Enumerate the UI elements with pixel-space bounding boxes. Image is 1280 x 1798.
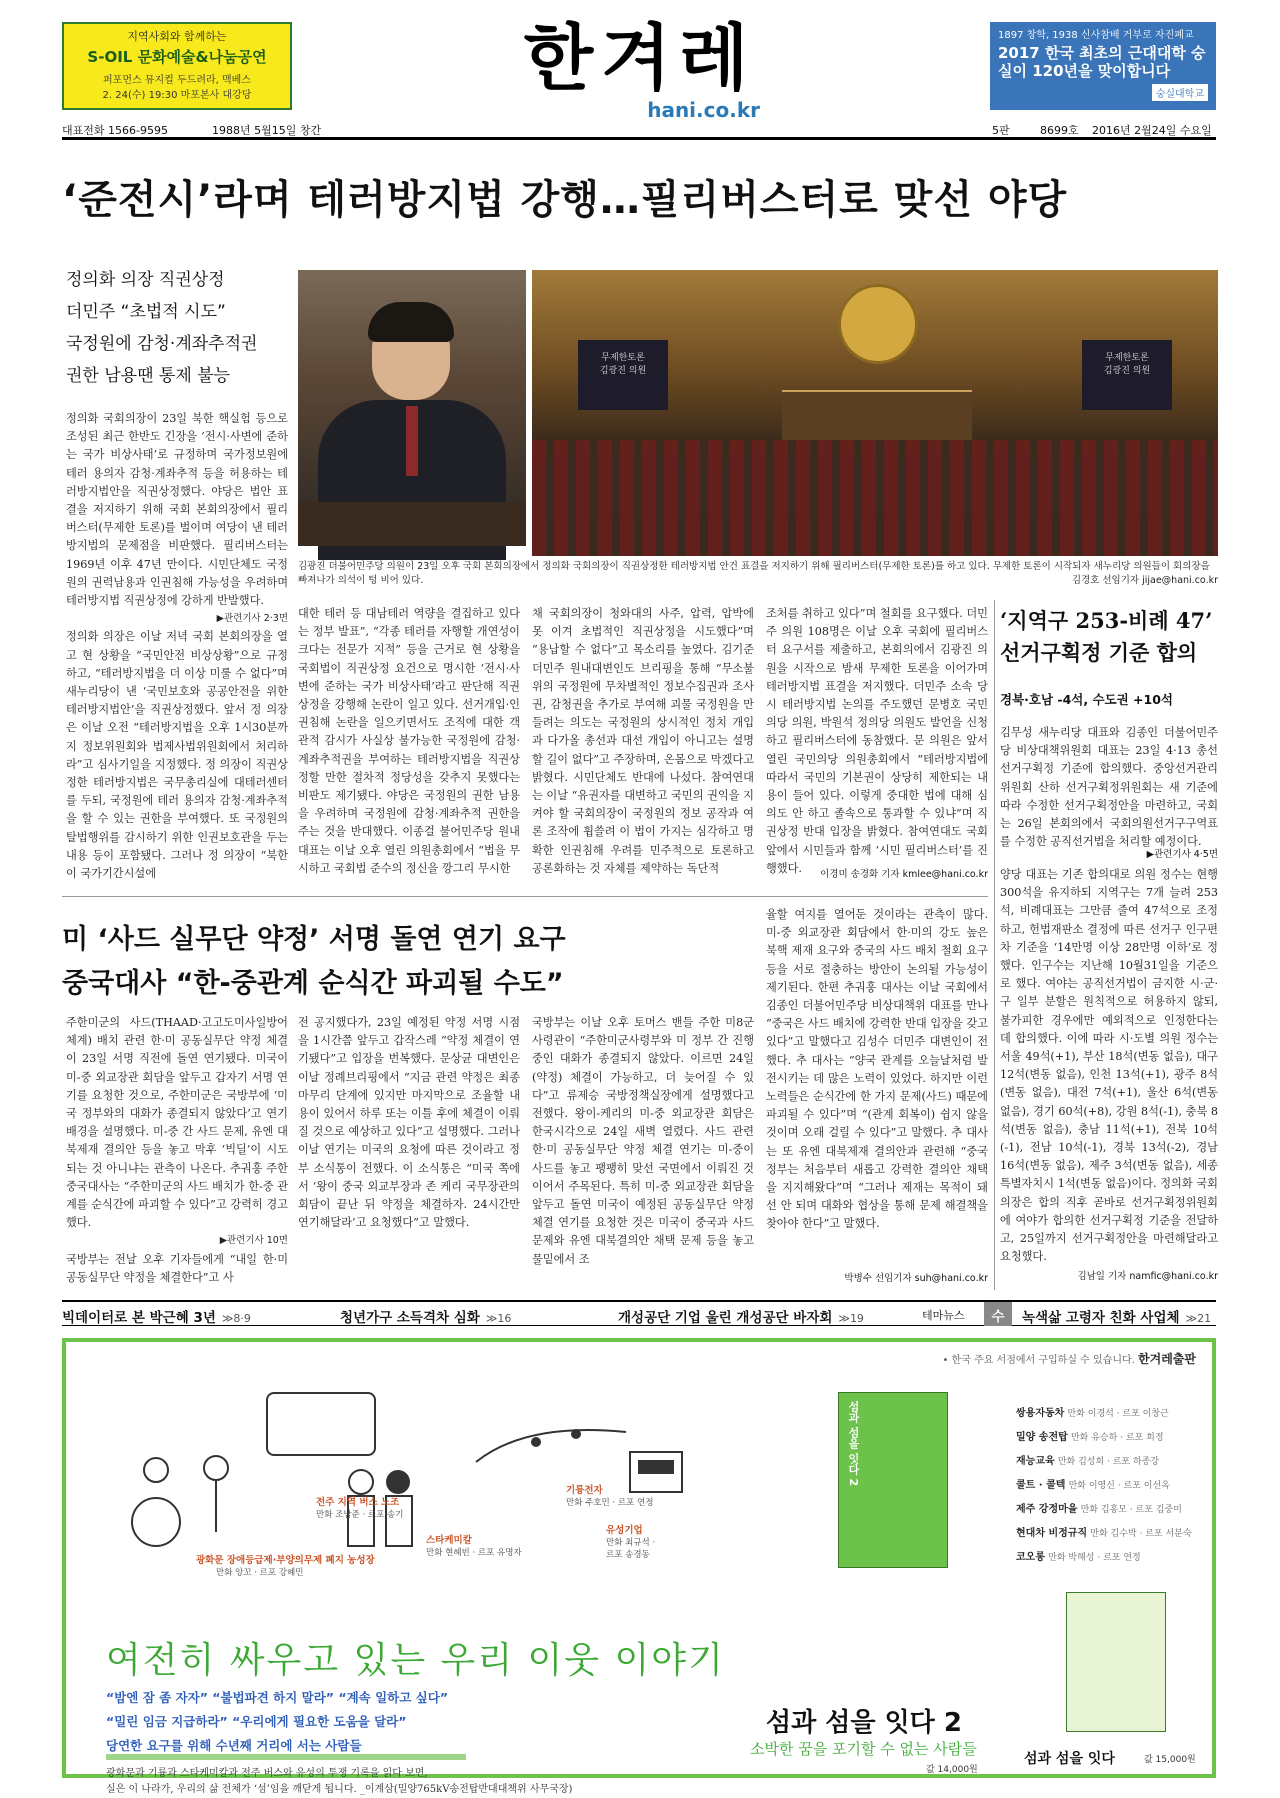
site-url[interactable]: hani.co.kr xyxy=(647,98,760,122)
book-title-vol1[interactable]: 섬과 섬을 잇다 xyxy=(1024,1751,1115,1767)
paragraph: 채 국회의장이 청와대의 사주, 압력, 압박에 못 이겨 초법적인 직권상정을 시도했다”며 “용납할 수 없다”고 목소리를 높였다. 김기준 더민주 원내대변인도 브리핑을 통해 “무소불위의 국정원에 무차별적인 정보수집권과 조사권, 감청권을 추가로 부여해 괴물 국정원을 만들려는 의도는 국정원의 상시적인 정치 개입과 다가올 총선과 대선 개입이 아니고는 설명할 길이 없다”고 주장하며, 온몸으로 막겠다고 밝혔다. 시민단체도 반대에 나섰다. 참여연대는 이날 “유권자를 대변하고 국민의 권익을 지켜야 할 국회의장이 국정원의 정보 공작과 여론 조작에 휩쓸려 이 법이 가지는 심각하고 명확한 인권침해 우려를 민주적으로 토론하고 공론화하는 것 자체를 제약하는 독단적 xyxy=(532,607,754,875)
teaser-page: ≫8·9 xyxy=(221,1312,251,1325)
list-item-credit: 만화 박해성 · 르포 연정 xyxy=(1048,1553,1141,1563)
paragraph: 정의화 국회의장이 23일 북한 핵실험 등으로 조성된 최근 한반도 긴장을 ‘전시·사변에 준하는 국가 비상사태’로 규정하며 국가정보원에 테러 용의자 감청·계좌추적 등을 허용하는 테러방지법안을 직권상정했다. 야당은 법안 표결을 저지하기 위해 국회 본회의장에서 필리버스터(무제한 토론)를 벌이며 여당이 낸 테러방지법의 문제점을 비판했다. 필리버스터는 1969년 이후 47년 만이다. 시민단체도 국정원의 권력남용과 인권침해 가능성을 우려하며 테러방지법 직권상정에 강하게 반발했다. xyxy=(66,412,288,608)
screen-text: 무제한토론 xyxy=(601,353,645,363)
side-column-2 xyxy=(1000,866,1218,1264)
filibuster-screen xyxy=(1082,340,1172,410)
illus-label: 전주 지역 버스 노조 xyxy=(316,1497,400,1508)
ad-logo-text: 숭실대학교 xyxy=(1152,84,1208,101)
newspaper-logo[interactable] xyxy=(480,18,800,122)
screen-text: 김광진 의원 xyxy=(599,366,647,376)
side-column-1 xyxy=(1000,724,1218,849)
paragraph: 대한 테러 등 대남테러 역량을 결집하고 있다는 정부 발표”, “각종 테러를 자행할 개연성이 크다는 전문가 지적” 등을 근거로 현 상황을 국회법이 직권상정 요건으로 명시한 ‘전시·사변에 준하는 국가 비상사태’라고 판단해 직권상정을 강행해 논란이 일고 있다. 선거개입·인권침해 논란을 일으키면서도 조직에 대한 객관적 감시가 사실상 불가능한 국정원에 감청·계좌추적권을 부여하는 테러방지법을 직권상정할 만한 절차적 정당성을 갖추지 못했다는 비판도 제기됐다. 야당은 국정원의 권한 남용을 우려하며 국정원에 감청·계좌추적 권한을 주는 것을 반대했다. 이종걸 불어민주당 원내대표는 이날 오후 열린 의원총회에서 “법을 무시하고 국회법 준수의 정신을 깡그리 무시한 xyxy=(298,607,520,875)
lead-subheads xyxy=(66,264,286,392)
teaser-label: 개성공단 기업 울린 개성공단 바자회 xyxy=(618,1310,833,1326)
quote-underline xyxy=(106,1754,466,1760)
paragraph: 국방부는 전날 오후 기자들에게 “내일 한·미 공동실무단 약정을 체결한다”고 사 xyxy=(66,1252,288,1284)
book-price-vol2: 값 14,000원 xyxy=(926,1765,978,1775)
second-column-2 xyxy=(298,1014,520,1284)
book-price-vol1: 값 15,000원 xyxy=(1144,1755,1196,1765)
rostrum xyxy=(782,390,972,440)
subhead: 권한 남용땐 통제 불능 xyxy=(66,366,231,386)
lead-photo-assembly-hall[interactable] xyxy=(532,270,1218,556)
list-item-title: 재능교육 xyxy=(1016,1456,1055,1467)
lead-headline[interactable]: ‘준전시’라며 테러방지법 강행…필리버스터로 맞선 야당 xyxy=(62,177,1068,223)
publisher-note: • 한국 주요 서점에서 구입하실 수 있습니다. xyxy=(942,1355,1135,1366)
ad-illustration xyxy=(106,1382,666,1592)
list-item-credit: 만화 김성희 · 르포 하종강 xyxy=(1057,1457,1160,1467)
paragraph: 전 공지했다가, 23일 예정된 약정 서명 시점을 1시간쯤 앞두고 갑작스레 “약정 체결이 연기됐다”고 입장을 번복했다. 문상균 대변인은 이날 정례브리핑에서 “지금 관련 약정은 최종 마무리 단계에 있지만 마지막으로 조율할 내용이 있어서 하루 또는 이틀 후에 체결이 이뤄질 것으로 예상하고 있다”고 설명했다. 그러나 이날 연기는 미국의 요청에 따른 것이라고 정부 소식통이 전했다. 이 소식통은 “미국 쪽에서 ‘왕이 중국 외교부장과 존 케리 국무장관의 회담이 끝난 뒤 약정을 체결하자. 24시간만 연기해달라’고 요청했다”고 말했다. xyxy=(298,1016,520,1230)
pen-illustration xyxy=(466,1412,636,1482)
teaser-item[interactable] xyxy=(340,1306,511,1326)
publisher-name: 한겨레출판 xyxy=(1138,1352,1196,1366)
teaser-item[interactable] xyxy=(62,1306,251,1326)
paragraph: 김무성 새누리당 대표와 김종인 더불어민주당 비상대책위원회 대표는 23일 4·13 총선 선거구획정 기준에 합의했다. 중앙선거관리위원회 산하 선거구획정위원회는 새 기준에 따라 수정한 선거구획정안을 마련하고, 국회는 26일 본회의에서 국회의원선거구구역표를 수정한 공직선거법을 처리할 예정이다. xyxy=(1000,726,1218,849)
photo-figure xyxy=(368,302,454,342)
logo-text: 한겨레 xyxy=(523,16,757,100)
theme-news-tag: 테마뉴스 xyxy=(922,1309,965,1322)
book-cover-vol2[interactable] xyxy=(838,1392,948,1568)
second-column-1 xyxy=(66,1014,288,1284)
list-item-credit: 만화 이경석 · 르포 이창근 xyxy=(1067,1409,1169,1419)
headline-line: 중국대사 “한-중관계 순식간 파괴될 수도” xyxy=(62,968,564,999)
second-byline: 박병수 선임기자 suh@hani.co.kr xyxy=(844,1273,988,1284)
edition: 5판 xyxy=(992,124,1010,137)
teaser-label: 빅데이터로 본 박근혜 3년 xyxy=(62,1310,216,1326)
paragraph: 국방부는 이날 오후 토머스 밴들 주한 미8군 사령관이 “주한미군사령부와 미 정부 간 진행 중인 대화가 종결되지 않았다. 이르면 24일 (약정) 체결이 가능하고, 더 늦어질 수 있다”고 류제승 국방정책실장에게 설명했다고 전했다. 왕이-케리의 미-중 외교장관 회담은 한국시각으로 24일 새벽 열렸다. 사드 관련 한·미 공동실무단 약정 체결 연기는 미-중이 사드를 놓고 팽팽히 맞선 국면에서 이뤄진 것이어서 주목된다. 특히 미-중 외교장관 회담을 앞두고 돌연 미국이 예정된 공동실무단 약정 체결 연기를 요청한 것은 미국이 중국과 사드 문제와 유엔 대북결의안 채택 문제 등을 놓고 물밑에서 조 xyxy=(532,1016,754,1266)
column-divider xyxy=(994,600,995,1290)
list-item-title: 코오롱 xyxy=(1016,1552,1045,1563)
headline-line: 미 ‘사드 실무단 약정’ 서명 돌연 연기 요구 xyxy=(62,924,566,955)
side-byline: 김남일 기자 namfic@hani.co.kr xyxy=(1077,1271,1218,1282)
filibuster-screen xyxy=(578,340,668,410)
illus-label: 기륭전자 xyxy=(566,1485,603,1496)
section-divider xyxy=(62,896,988,897)
book-spine-title: 섬과 섬을 잇다 2 xyxy=(847,1401,860,1487)
ad-quote: 당연한 요구를 위해 수년째 거리에 서는 사람들 xyxy=(106,1738,362,1753)
second-column-3 xyxy=(532,1014,754,1284)
book-advertisement[interactable] xyxy=(62,1338,1216,1795)
subhead: 국정원에 감청·계좌추적권 xyxy=(66,334,258,354)
issue-date: 2016년 2월24일 수요일 xyxy=(1092,124,1212,137)
lead-column-1 xyxy=(66,410,288,880)
teaser-page: ≫16 xyxy=(485,1312,512,1325)
photo-figure xyxy=(406,406,418,476)
ad-headline: 여전히 싸우고 있는 우리 이웃 이야기 xyxy=(106,1640,725,1681)
subhead: 더민주 “초법적 시도” xyxy=(66,302,226,322)
illus-credit: 만화 최규석 · 르포 송경동 xyxy=(606,1538,656,1560)
list-item-credit: 만화 이영신 · 르포 이선옥 xyxy=(1068,1481,1170,1491)
teaser-label: 청년가구 소득격차 심화 xyxy=(340,1310,480,1326)
masthead-info-bar xyxy=(62,120,1216,140)
list-item xyxy=(1016,1426,1206,1450)
illus-credit: 만화 조남준 · 르포 송기 xyxy=(316,1510,404,1520)
ad-line: S-OIL 문화예술&나눔공연 xyxy=(87,48,267,66)
photo-podium xyxy=(298,502,526,546)
assembly-seats xyxy=(532,440,1218,556)
paragraph: 정의화 의장은 이날 저녁 국회 본회의장을 열고 현 상황을 “국민안전 비상상황”으로 규정하고, “테러방지법을 더 이상 미룰 수 없다”며 새누리당이 낸 ‘국민보호와 공공안전을 위한 테러방지법안’을 직권상정했다. 앞서 정 의장은 이날 오전 “테러방지법을 오후 1시30분까지 정보위원회와 법제사법위원회에서 처리하라”고 심사기일을 지정했다. 정 의장이 직권상정한 테러방지법은 국무총리실에 대테러센터를 두되, 국정원에 테러 용의자 감청·계좌추적을 할 수 있는 권한을 부여했다. 또 국정원의 탈법행위를 감시하기 위한 인권보호관을 두는 내용 등이 포함됐다. xyxy=(66,630,288,862)
teaser-page: ≫21 xyxy=(1185,1312,1212,1325)
desc-line: 광화문과 기륭과 스타케미칼과 전주 버스와 유성의 투쟁 기록을 읽다 보면, xyxy=(106,1768,428,1779)
lead-byline: 이경미 송경화 기자 kmlee@hani.co.kr xyxy=(820,869,988,880)
theme-day-box: 수 xyxy=(984,1302,1012,1326)
photo-credit: 김경호 선임기자 jijae@hani.co.kr xyxy=(1071,575,1218,586)
book-cover-vol1[interactable] xyxy=(1066,1592,1166,1732)
teaser-item[interactable] xyxy=(618,1306,864,1326)
screen-text: 무제한토론 xyxy=(1105,353,1149,363)
list-item xyxy=(1016,1450,1206,1474)
paragraph: 주한미군의 사드(THAAD·고고도미사일방어체계) 배치 관련 한·미 공동실무단 약정 체결이 23일 서명 직전에 돌연 연기됐다. 미국이 미-중 외교장관 회담을 앞두고 갑자기 서명 연기를 요청한 것으로, 주한미군은 국방부에 ‘미국 정부와의 대화가 종결되지 않았다’고 연기 배경을 설명했다. 미-중 간 사드 문제, 유엔 대북제재 결의안 등을 놓고 막후 ‘빅딜’이 시도되는 것 아니냐는 관측이 나온다. 추궈훙 주한 중국대사는 “주한미군의 사드 배치가 한-중 관계를 순식간에 파괴할 수 있다”고 강력히 경고했다. xyxy=(66,1016,288,1230)
related-ref[interactable]: ▶관련기사 2·3면 xyxy=(216,613,288,625)
teaser-label: 녹색삶 고령자 친화 사업체 xyxy=(1022,1310,1180,1326)
ad-description xyxy=(106,1766,572,1798)
teaser-bar xyxy=(62,1300,1216,1326)
desc-line: 실은 이 나라가, 우리의 삶 전체가 ‘섬’임을 깨닫게 됩니다. _이계삼(밀양765kV송전탑반대대책위 사무국장) xyxy=(106,1784,573,1795)
list-item-credit: 만화 유승하 · 르포 희정 xyxy=(1070,1433,1164,1443)
paragraph: 조처를 취하고 있다”며 철회를 요구했다. 더민주 의원 108명은 이날 오후 국회에 필리버스터 요구서를 제출하고, 본회의에서 김광진 의원을 시작으로 밤새 무제한 토론을 이어가며 테러방지법 표결을 저지했다. 더민주 소속 당시 테러방지법 논의를 주도했던 문병호 국민의당 의원, 박원석 정의당 의원도 발언을 신청하고 필리버스터에 동참했다. 문 의원은 앞서 열린 국민의당 의원총회에서 “테러방지법에 따라서 국민의 기본권이 상당히 제한되는 내용이 들어 있다. 이렇게 중대한 법에 대해 심의도 안 하고 졸속으로 통과할 수 있냐”며 직권상정 반대 입장을 밝혔다. 참여연대도 국회 앞에서 시민들과 함께 ‘시민 필리버스터’를 진행했다. xyxy=(766,607,988,875)
list-item xyxy=(1016,1546,1206,1570)
assembly-emblem-icon xyxy=(838,284,918,364)
list-item xyxy=(1016,1474,1206,1498)
related-ref[interactable]: ▶관련기사 4·5면 xyxy=(1146,849,1218,860)
second-column-4a xyxy=(766,906,988,1231)
list-item-credit: 만화 김홍모 · 르포 김중미 xyxy=(1080,1505,1182,1515)
ad-line: 2. 24(수) 19:30 마포본사 대강당 xyxy=(102,90,252,101)
paragraph: 그러나 정 의장이 “북한이 국가기간시설에 xyxy=(66,848,289,881)
lead-column-2 xyxy=(298,605,520,880)
book-subtitle-vol2: 소박한 꿈을 포기할 수 없는 사람들 xyxy=(750,1740,977,1758)
ad-line: 2017 한국 최초의 근대대학 숭실이 120년을 맞이합니다 xyxy=(998,44,1206,80)
paragraph: 율할 여지를 열어둔 것이라는 관측이 많다. 미-중 외교장관 회담에서 한·미의 강도 높은 북핵 제재 요구와 중국의 사드 배치 철회 요구 등을 서로 절충하는 방안이 논의될 가능성이 제기된다. 한편 추궈훙 대사는 이날 국회에서 김종인 더불어민주당 비상대책위 대표를 만나 “중국은 사드 배치에 강력한 반대 입장을 갖고 있다”고 말했다고 김성수 더민주 대변인이 전했다. 추 대사는 “양국 관계를 오늘날처럼 발전시키는 데 많은 노력이 있었다. 하지만 이런 노력들은 순식간에 한 가지 문제(사드) 때문에 파괴될 수 있다”며 “(관계 회복이) 쉽지 않을 것이며 오래 걸릴 수 있다”고 말했다. 추 대사는 또 유엔 대북제재 결의안과 관련해 “중국 정부는 처음부터 새롭고 강력한 결의안 채택을 지지해왔다”며 “그러나 제재는 목적이 돼선 안 되며 대화와 협상을 통해 문제 해결책을 찾아야 한다”고 말했다. xyxy=(766,908,988,1231)
phone: 대표전화 1566-9595 xyxy=(62,124,168,137)
list-item-title: 밀양 송전탑 xyxy=(1016,1432,1068,1443)
ad-line: 지역사회와 함께하는 xyxy=(127,30,227,43)
list-item xyxy=(1016,1498,1206,1522)
bus-illustration xyxy=(266,1392,376,1456)
list-item-title: 현대차 비정규직 xyxy=(1016,1528,1088,1539)
wheelchair-illustration xyxy=(106,1442,246,1552)
tent-illustration xyxy=(626,1442,686,1502)
list-item-title: 콜트 · 콜텍 xyxy=(1016,1480,1066,1491)
book-contents-list xyxy=(1016,1402,1206,1570)
book-title-vol2[interactable]: 섬과 섬을 잇다 2 xyxy=(766,1708,962,1738)
list-item-title: 쌍용자동차 xyxy=(1016,1408,1065,1419)
illus-credit: 만화 현혜빈 · 르포 유명자 xyxy=(426,1548,522,1558)
second-headline[interactable] xyxy=(62,918,762,1006)
founded-date: 1988년 5월15일 창간 xyxy=(212,124,322,137)
screen-text: 김광진 의원 xyxy=(1103,366,1151,376)
illus-label: 유성기업 xyxy=(606,1525,643,1536)
ad-line: 퍼포먼스 뮤지컬 두드려라, 맥베스 xyxy=(103,75,251,86)
photo-caption xyxy=(298,560,1218,588)
subhead: 정의화 의장 직권상정 xyxy=(66,270,225,290)
caption-text: 김광진 더불어민주당 의원이 23일 오후 국회 본회의장에서 정의화 국회의장이 직권상정한 테러방지법 안건 표결을 저지하기 위해 필리버스터(무제한 토론)를 하고 있다. 무제한 토론이 시작되자 새누리당 의원들이 회의장을 빠져나가 의석이 텅 비어 있다. xyxy=(298,561,1210,586)
list-item xyxy=(1016,1402,1206,1426)
publisher-line xyxy=(942,1350,1196,1367)
issue-number: 8699호 xyxy=(1040,124,1079,137)
teaser-page: ≫19 xyxy=(838,1312,864,1325)
related-ref[interactable]: ▶관련기사 10면 xyxy=(219,1235,288,1247)
illus-credit: 만화 주호민 · 르포 연정 xyxy=(566,1498,654,1508)
teaser-item[interactable] xyxy=(1022,1306,1211,1326)
illus-label: 광화문 장애등급제·부양의무제 폐지 농성장 xyxy=(196,1555,375,1566)
paragraph: 양당 대표는 기존 합의대로 의원 정수는 현행 300석을 유지하되 지역구는 7개 늘려 253석, 비례대표는 그만큼 줄여 47석으로 조정하고, 헌법재판소 결정에 따른 선거구 인구편차 기준을 ‘14만명 이상 28만명 이하’로 정했다. 인구수는 지난해 10월31일을 기준으로 했다. 여야는 공직선거법이 금지한 시·군·구 일부 분할은 원칙적으로 허용하지 않되, 불가피한 경우에만 예외적으로 인정한다는 데 합의했다. 이에 따라 시·도별 의원 정수는 서울 49석(+1), 부산 18석(변동 없음), 대구 12석(변동 없음), 인천 13석(+1), 광주 8석(변동 없음), 대전 7석(+1), 울산 6석(변동 없음), 경기 60석(+8), 강원 8석(-1), 충북 8석(변동 없음), 충남 11석(+1), 전북 10석(-1), 전남 10석(-1), 경북 13석(-2), 경남 16석(변동 없음), 제주 3석(변동 없음), 세종특별자치시 1석(변동 없음)이다. 정의화 국회의장은 합의 직후 곧바로 선거구획정위원회에 여야가 합의한 선거구획정 기준을 전달하고, 25일까지 선거구획정안을 마련해달라고 요청했다. xyxy=(1000,868,1218,1264)
side-headline[interactable]: ‘지역구 253-비례 47’ 선거구획정 기준 합의 xyxy=(1000,608,1213,665)
illus-credit: 만화 앙꼬 · 르포 강혜민 xyxy=(216,1568,304,1578)
ad-quote: “밀린 임금 지급하라” “우리에게 필요한 도움을 달라” xyxy=(106,1714,407,1729)
ad-line: 1897 창학, 1938 신사참배 거부로 자진폐교 xyxy=(998,30,1194,41)
list-item-credit: 만화 김수박 · 르포 서분숙 xyxy=(1090,1529,1192,1539)
list-item xyxy=(1016,1522,1206,1546)
lead-photo-speaker[interactable] xyxy=(298,270,526,546)
side-subhead: 경북·호남 -4석, 수도권 +10석 xyxy=(1000,692,1173,707)
list-item-title: 제주 강정마을 xyxy=(1016,1504,1078,1515)
sponsor-ad-soongsil[interactable] xyxy=(990,22,1216,110)
illus-label: 스타케미칼 xyxy=(426,1535,472,1546)
sponsor-ad-soil[interactable] xyxy=(62,22,292,110)
lead-column-3 xyxy=(532,605,754,880)
ad-quote: “밤엔 잠 좀 자자” “불법파견 하지 말라” “계속 일하고 싶다” xyxy=(106,1690,449,1705)
